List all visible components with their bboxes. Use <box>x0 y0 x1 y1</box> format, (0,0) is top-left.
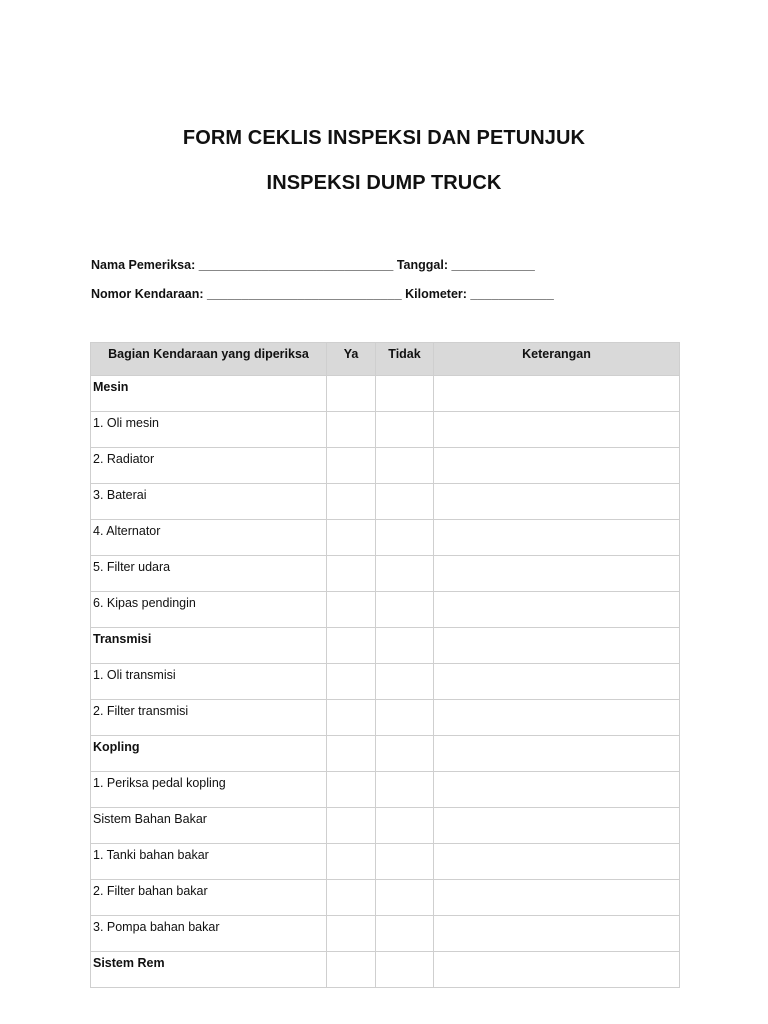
table-header-row <box>91 343 680 376</box>
yes-cell[interactable] <box>327 556 376 592</box>
row-label: 2. Radiator <box>91 448 327 484</box>
notes-cell[interactable] <box>434 520 680 556</box>
yes-cell[interactable] <box>327 484 376 520</box>
no-cell[interactable] <box>376 664 434 700</box>
notes-cell[interactable] <box>434 808 680 844</box>
header-yes: Ya <box>327 343 376 376</box>
table-row <box>91 952 680 988</box>
document-title: FORM CEKLIS INSPEKSI DAN PETUNJUK <box>182 127 586 149</box>
row-label: 3. Pompa bahan bakar <box>91 916 327 952</box>
row-label: Sistem Bahan Bakar <box>91 808 327 844</box>
notes-cell[interactable] <box>434 772 680 808</box>
row-label: Transmisi <box>91 628 327 664</box>
inspector-date-line: Nama Pemeriksa: ____________________________ Tanggal: ____________ <box>91 258 535 272</box>
row-label: 3. Baterai <box>91 484 327 520</box>
no-cell[interactable] <box>376 484 434 520</box>
notes-cell[interactable] <box>434 664 680 700</box>
header-part: Bagian Kendaraan yang diperiksa <box>91 343 327 376</box>
row-label: 1. Oli mesin <box>91 412 327 448</box>
notes-cell[interactable] <box>434 952 680 988</box>
table-row <box>91 844 680 880</box>
header-notes: Keterangan <box>434 343 680 376</box>
row-label: 6. Kipas pendingin <box>91 592 327 628</box>
no-cell[interactable] <box>376 700 434 736</box>
no-cell[interactable] <box>376 916 434 952</box>
yes-cell[interactable] <box>327 628 376 664</box>
no-cell[interactable] <box>376 520 434 556</box>
yes-cell[interactable] <box>327 376 376 412</box>
no-cell[interactable] <box>376 952 434 988</box>
notes-cell[interactable] <box>434 412 680 448</box>
table-row <box>91 592 680 628</box>
notes-cell[interactable] <box>434 376 680 412</box>
notes-cell[interactable] <box>434 880 680 916</box>
table-row <box>91 484 680 520</box>
notes-cell[interactable] <box>434 484 680 520</box>
notes-cell[interactable] <box>434 592 680 628</box>
yes-cell[interactable] <box>327 700 376 736</box>
yes-cell[interactable] <box>327 844 376 880</box>
row-label: Mesin <box>91 376 327 412</box>
yes-cell[interactable] <box>327 592 376 628</box>
notes-cell[interactable] <box>434 556 680 592</box>
table-row <box>91 628 680 664</box>
yes-cell[interactable] <box>327 412 376 448</box>
notes-cell[interactable] <box>434 844 680 880</box>
notes-cell[interactable] <box>434 916 680 952</box>
no-cell[interactable] <box>376 772 434 808</box>
notes-cell[interactable] <box>434 736 680 772</box>
table-row <box>91 808 680 844</box>
yes-cell[interactable] <box>327 916 376 952</box>
no-cell[interactable] <box>376 412 434 448</box>
notes-cell[interactable] <box>434 628 680 664</box>
table-row <box>91 736 680 772</box>
yes-cell[interactable] <box>327 880 376 916</box>
yes-cell[interactable] <box>327 736 376 772</box>
no-cell[interactable] <box>376 844 434 880</box>
yes-cell[interactable] <box>327 952 376 988</box>
yes-cell[interactable] <box>327 448 376 484</box>
yes-cell[interactable] <box>327 520 376 556</box>
no-cell[interactable] <box>376 880 434 916</box>
table-row <box>91 772 680 808</box>
document-subtitle: INSPEKSI DUMP TRUCK <box>266 172 502 194</box>
yes-cell[interactable] <box>327 808 376 844</box>
table-row <box>91 412 680 448</box>
row-label: 4. Alternator <box>91 520 327 556</box>
no-cell[interactable] <box>376 592 434 628</box>
yes-cell[interactable] <box>327 664 376 700</box>
row-label: Kopling <box>91 736 327 772</box>
no-cell[interactable] <box>376 448 434 484</box>
yes-cell[interactable] <box>327 772 376 808</box>
notes-cell[interactable] <box>434 700 680 736</box>
row-label: 2. Filter transmisi <box>91 700 327 736</box>
table-row <box>91 376 680 412</box>
row-label: 1. Tanki bahan bakar <box>91 844 327 880</box>
table-row <box>91 448 680 484</box>
table-body <box>91 376 680 988</box>
table-row <box>91 880 680 916</box>
header-no: Tidak <box>376 343 434 376</box>
table-row <box>91 556 680 592</box>
table-row <box>91 520 680 556</box>
no-cell[interactable] <box>376 736 434 772</box>
vehicle-kilometer-line: Nomor Kendaraan: ____________________________ Kilometer: ____________ <box>91 287 554 301</box>
row-label: 1. Oli transmisi <box>91 664 327 700</box>
no-cell[interactable] <box>376 628 434 664</box>
no-cell[interactable] <box>376 556 434 592</box>
row-label: 5. Filter udara <box>91 556 327 592</box>
no-cell[interactable] <box>376 808 434 844</box>
notes-cell[interactable] <box>434 448 680 484</box>
inspection-checklist-table <box>90 342 680 988</box>
table-row <box>91 700 680 736</box>
row-label: Sistem Rem <box>91 952 327 988</box>
row-label: 1. Periksa pedal kopling <box>91 772 327 808</box>
table-row <box>91 664 680 700</box>
row-label: 2. Filter bahan bakar <box>91 880 327 916</box>
no-cell[interactable] <box>376 376 434 412</box>
table-row <box>91 916 680 952</box>
